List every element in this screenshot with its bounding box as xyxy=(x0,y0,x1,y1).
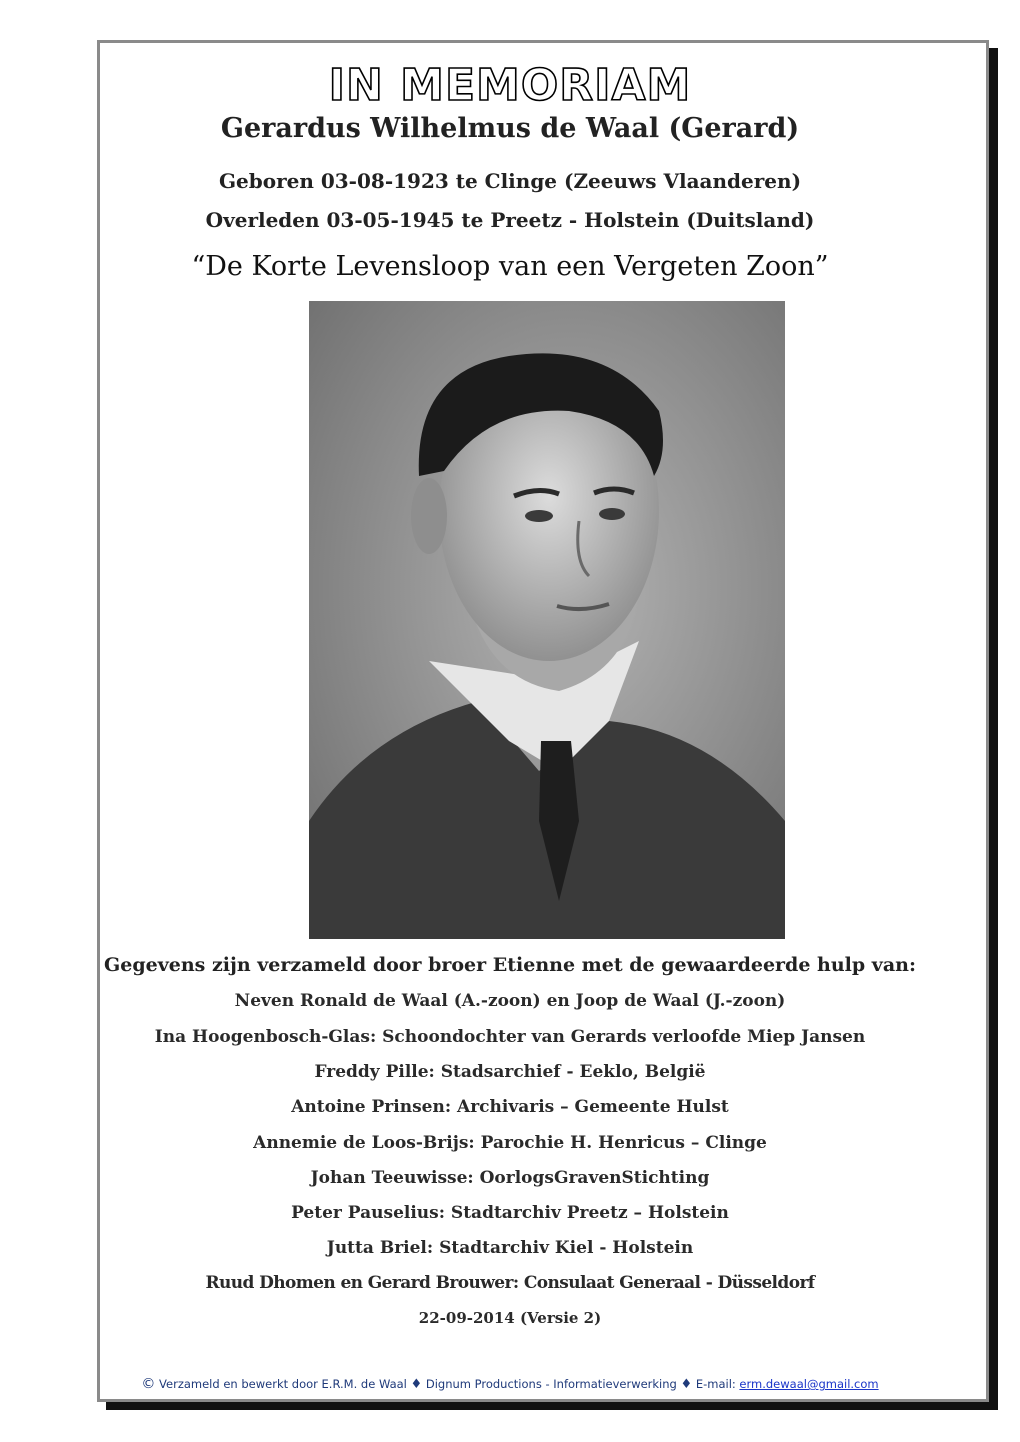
death-line: Overleden 03-05-1945 te Preetz - Holstein (Duitsland) xyxy=(205,208,815,232)
page-title: IN MEMORIAM xyxy=(328,60,692,111)
credit-line: Ruud Dhomen en Gerard Brouwer: Consulaat Generaal - Düsseldorf xyxy=(205,1273,815,1293)
diamond-icon: ♦ xyxy=(680,1377,693,1392)
diamond-icon: ♦ xyxy=(410,1377,423,1392)
footer-producer: Dignum Productions - Informatieverwerking xyxy=(425,1377,677,1391)
footer xyxy=(0,1376,1020,1392)
person-name: Gerardus Wilhelmus de Waal (Gerard) xyxy=(220,113,800,144)
footer-compiled-by: Verzameld en bewerkt door E.R.M. de Waal xyxy=(159,1377,407,1391)
credit-line: Peter Pauselius: Stadtarchiv Preetz – Holstein xyxy=(291,1203,729,1223)
credit-line: Ina Hoogenbosch-Glas: Schoondochter van Gerards verloofde Miep Jansen xyxy=(154,1027,866,1047)
portrait-illustration xyxy=(309,301,785,939)
portrait-photo xyxy=(309,301,785,939)
credits-intro: Gegevens zijn verzameld door broer Etienne met de gewaardeerde hulp van: xyxy=(104,954,916,976)
credit-line: Annemie de Loos-Brijs: Parochie H. Henricus – Clinge xyxy=(253,1133,767,1153)
credit-line: Freddy Pille: Stadsarchief - Eeklo, België xyxy=(314,1062,706,1082)
email-link[interactable]: erm.dewaal@gmail.com xyxy=(739,1377,879,1391)
footer-email-label: E-mail: xyxy=(695,1377,736,1391)
credit-line: Johan Teeuwisse: OorlogsGravenStichting xyxy=(310,1168,710,1188)
version-date: 22-09-2014 (Versie 2) xyxy=(418,1309,602,1327)
credit-line: Antoine Prinsen: Archivaris – Gemeente Hulst xyxy=(291,1097,729,1117)
subtitle: “De Korte Levensloop van een Vergeten Zoon” xyxy=(191,251,829,282)
birth-line: Geboren 03-08-1923 te Clinge (Zeeuws Vlaanderen) xyxy=(218,169,802,193)
copyright-icon: © xyxy=(141,1376,156,1392)
credit-line: Jutta Briel: Stadtarchiv Kiel - Holstein xyxy=(326,1238,694,1258)
credit-line: Neven Ronald de Waal (A.-zoon) en Joop de Waal (J.-zoon) xyxy=(234,991,786,1011)
